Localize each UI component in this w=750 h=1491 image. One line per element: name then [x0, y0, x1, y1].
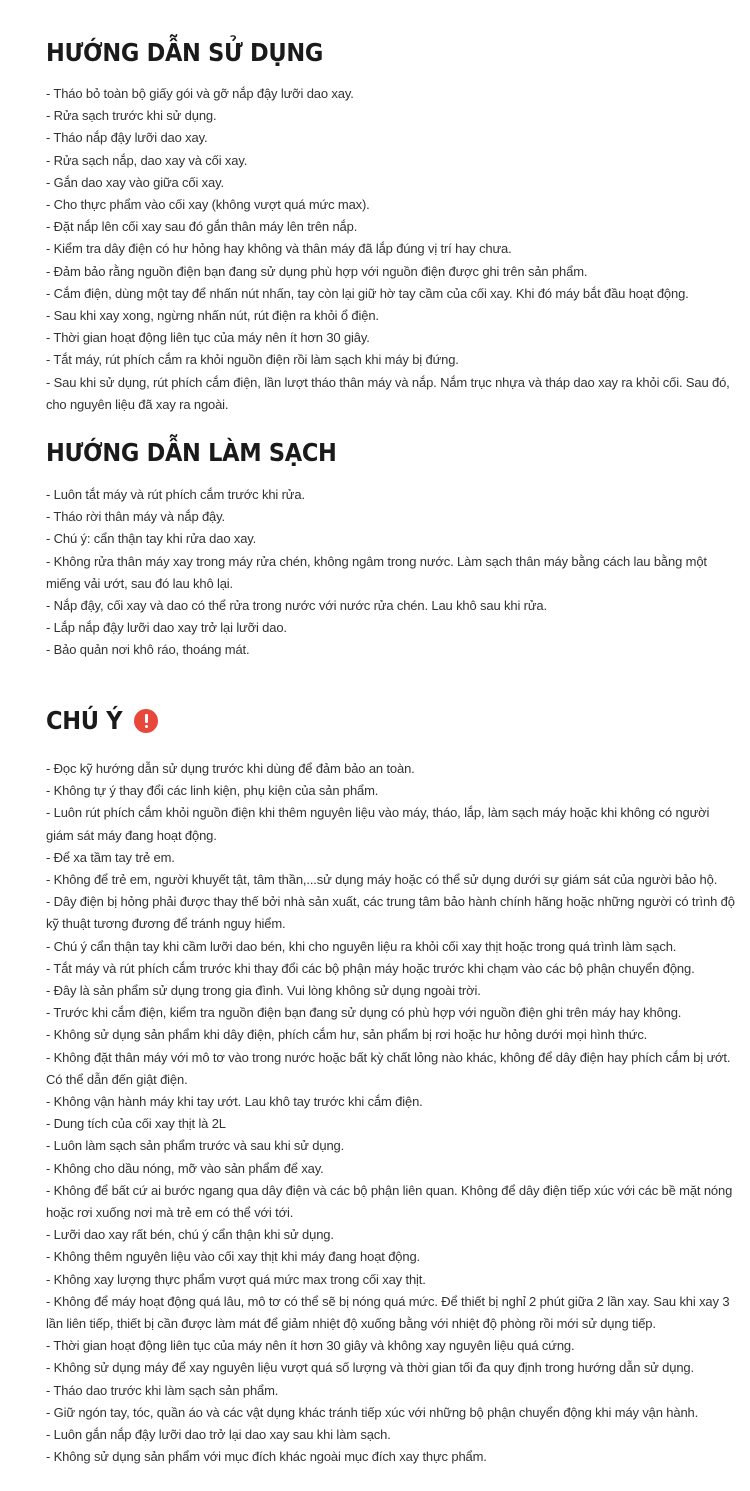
list-item: - Không để trẻ em, người khuyết tật, tâm thần,...sử dụng máy hoặc có thể sử dụng dưới sự giám sát của người bảo hộ. [46, 872, 718, 888]
list-item: - Không cho dầu nóng, mỡ vào sản phẩm để xay. [46, 1160, 324, 1176]
caution-heading-row [46, 706, 736, 736]
list-item: - Không rửa thân máy xay trong máy rửa chén, không ngâm trong nước. Làm sạch thân máy bằng cách lau bằng một miếng vải ướt, sau đó lau khô lại. [46, 553, 707, 591]
list-item: - Giữ ngón tay, tóc, quần áo và các vật dụng khác tránh tiếp xúc với những bộ phận chuyển động khi máy vận hành. [46, 1404, 699, 1420]
list-item: - Bảo quản nơi khô ráo, thoáng mát. [46, 642, 250, 658]
list-item: - Tắt máy và rút phích cắm trước khi thay đổi các bộ phận máy hoặc trước khi chạm vào các bộ phận chuyển động. [46, 960, 695, 976]
cleaning-heading: HƯỚNG DẪN LÀM SẠCH [46, 438, 337, 467]
caution-list [46, 758, 736, 1469]
list-item: - Luôn gắn nắp đậy lưỡi dao trở lại dao xay sau khi làm sạch. [46, 1427, 391, 1443]
list-item: - Luôn rút phích cắm khỏi nguồn điện khi thêm nguyên liệu vào máy, tháo, lắp, làm sạch máy hoặc khi không có người giám sát máy đang hoạt động. [46, 805, 710, 843]
list-item: - Không sử dụng sản phẩm với mục đích khác ngoài mục đích xay thực phẩm. [46, 1449, 487, 1465]
usage-heading: HƯỚNG DẪN SỬ DỤNG [46, 38, 324, 67]
list-item: - Tháo dao trước khi làm sạch sản phẩm. [46, 1382, 279, 1398]
list-item: - Tháo nắp đậy lưỡi dao xay. [46, 130, 208, 146]
cleaning-list [46, 484, 736, 662]
list-item: - Để xa tầm tay trẻ em. [46, 849, 175, 865]
list-item: - Đảm bảo rằng nguồn điện bạn đang sử dụng phù hợp với nguồn điện được ghi trên sản phẩm. [46, 263, 588, 279]
list-item: - Đây là sản phẩm sử dụng trong gia đình. Vui lòng không sử dụng ngoài trời. [46, 983, 481, 999]
list-item: - Gắn dao xay vào giữa cối xay. [46, 174, 224, 190]
list-item: - Trước khi cắm điện, kiểm tra nguồn điện bạn đang sử dụng có phù hợp với nguồn điện ghi trên máy hay không. [46, 1005, 682, 1021]
list-item: - Chú ý cẩn thận tay khi cầm lưỡi dao bén, khi cho nguyên liệu ra khỏi cối xay thịt hoặc trong quá trình làm sạch. [46, 938, 677, 954]
list-item: - Lắp nắp đậy lưỡi dao xay trở lại lưỡi dao. [46, 620, 287, 636]
caution-section [46, 706, 736, 1469]
list-item: - Cắm điện, dùng một tay để nhấn nút nhấn, tay còn lại giữ hờ tay cầm của cối xay. Khi đó máy bắt đầu hoạt động. [46, 285, 689, 301]
list-item: - Không tự ý thay đổi các linh kiện, phụ kiện của sản phẩm. [46, 783, 379, 799]
list-item: - Không thêm nguyên liệu vào cối xay thịt khi máy đang hoạt động. [46, 1249, 420, 1265]
list-item: - Tháo rời thân máy và nắp đậy. [46, 509, 225, 525]
list-item: - Rửa sạch trước khi sử dụng. [46, 108, 217, 124]
list-item: - Không vận hành máy khi tay ướt. Lau khô tay trước khi cắm điện. [46, 1094, 423, 1110]
list-item: - Tắt máy, rút phích cắm ra khỏi nguồn điện rồi làm sạch khi máy bị đứng. [46, 352, 459, 368]
list-item: - Luôn làm sạch sản phẩm trước và sau khi sử dụng. [46, 1138, 345, 1154]
usage-section [46, 38, 736, 416]
caution-heading: CHÚ Ý [46, 706, 123, 735]
cleaning-section [46, 438, 736, 662]
list-item: - Không sử dụng máy để xay nguyên liệu vượt quá số lượng và thời gian tối đa quy định trong hướng dẫn sử dụng. [46, 1360, 694, 1376]
list-item: - Không đặt thân máy với mô tơ vào trong nước hoặc bất kỳ chất lỏng nào khác, không để dây điện hay phích cắm bị ướt. Có thể dẫn đến giật điện. [46, 1049, 731, 1087]
list-item: - Không xay lượng thực phẩm vượt quá mức max trong cối xay thịt. [46, 1271, 426, 1287]
list-item: - Luôn tắt máy và rút phích cắm trước khi rửa. [46, 487, 305, 502]
list-item: - Thời gian hoạt động liên tục của máy nên ít hơn 30 giây. [46, 330, 370, 346]
list-item: - Lưỡi dao xay rất bén, chú ý cẩn thận khi sử dụng. [46, 1227, 334, 1243]
list-item: - Đọc kỹ hướng dẫn sử dụng trước khi dùng để đảm bảo an toàn. [46, 761, 415, 776]
list-item: - Thời gian hoạt động liên tục của máy nên ít hơn 30 giây và không xay nguyên liệu quá cứng. [46, 1338, 575, 1354]
usage-list [46, 83, 736, 416]
list-item: - Kiểm tra dây điện có hư hỏng hay không và thân máy đã lắp đúng vị trí hay chưa. [46, 241, 512, 257]
list-item: - Nắp đậy, cối xay và dao có thể rửa trong nước với nước rửa chén. Lau khô sau khi rửa. [46, 598, 547, 614]
exclamation-circle-icon [134, 709, 158, 733]
list-item: - Không để máy hoạt động quá lâu, mô tơ có thể sẽ bị nóng quá mức. Để thiết bị nghỉ 2 phút giữa 2 lần xay. Sau khi xay 3 lần liên tiếp, thiết bị cần được làm mát để giảm nhiệt độ xuống bằng với nhiệt độ phòng rồi mới sử dụng tiếp. [46, 1293, 730, 1332]
list-item: - Không để bất cứ ai bước ngang qua dây điện và các bộ phận liên quan. Không để dây điện tiếp xúc với các bề mặt nóng hoặc rơi xuống nơi mà trẻ em có thể với tới. [46, 1182, 733, 1221]
list-item: - Rửa sạch nắp, dao xay và cối xay. [46, 152, 248, 168]
list-item: - Dung tích của cối xay thịt là 2L [46, 1116, 226, 1132]
list-item: - Tháo bỏ toàn bộ giấy gói và gỡ nắp đậy lưỡi dao xay. [46, 86, 354, 101]
list-item: - Dây điện bị hỏng phải được thay thế bởi nhà sản xuất, các trung tâm bảo hành chính hãng hoặc những người có trình độ kỹ thuật tương đương để tránh nguy hiểm. [46, 894, 735, 932]
list-item: - Chú ý: cẩn thận tay khi rửa dao xay. [46, 531, 257, 547]
list-item: - Không sử dụng sản phẩm khi dây điện, phích cắm hư, sản phẩm bị rơi hoặc hư hỏng dưới mọi hình thức. [46, 1027, 648, 1043]
list-item: - Đặt nắp lên cối xay sau đó gắn thân máy lên trên nắp. [46, 219, 358, 235]
list-item: - Cho thực phẩm vào cối xay (không vượt quá mức max). [46, 197, 370, 213]
list-item: - Sau khi sử dụng, rút phích cắm điện, lần lượt tháo thân máy và nắp. Nắm trục nhựa và tháp dao xay ra khỏi cối. Sau đó, cho nguyên liệu đã xay ra ngoài. [46, 374, 730, 412]
list-item: - Sau khi xay xong, ngừng nhấn nút, rút điện ra khỏi ổ điện. [46, 308, 379, 324]
